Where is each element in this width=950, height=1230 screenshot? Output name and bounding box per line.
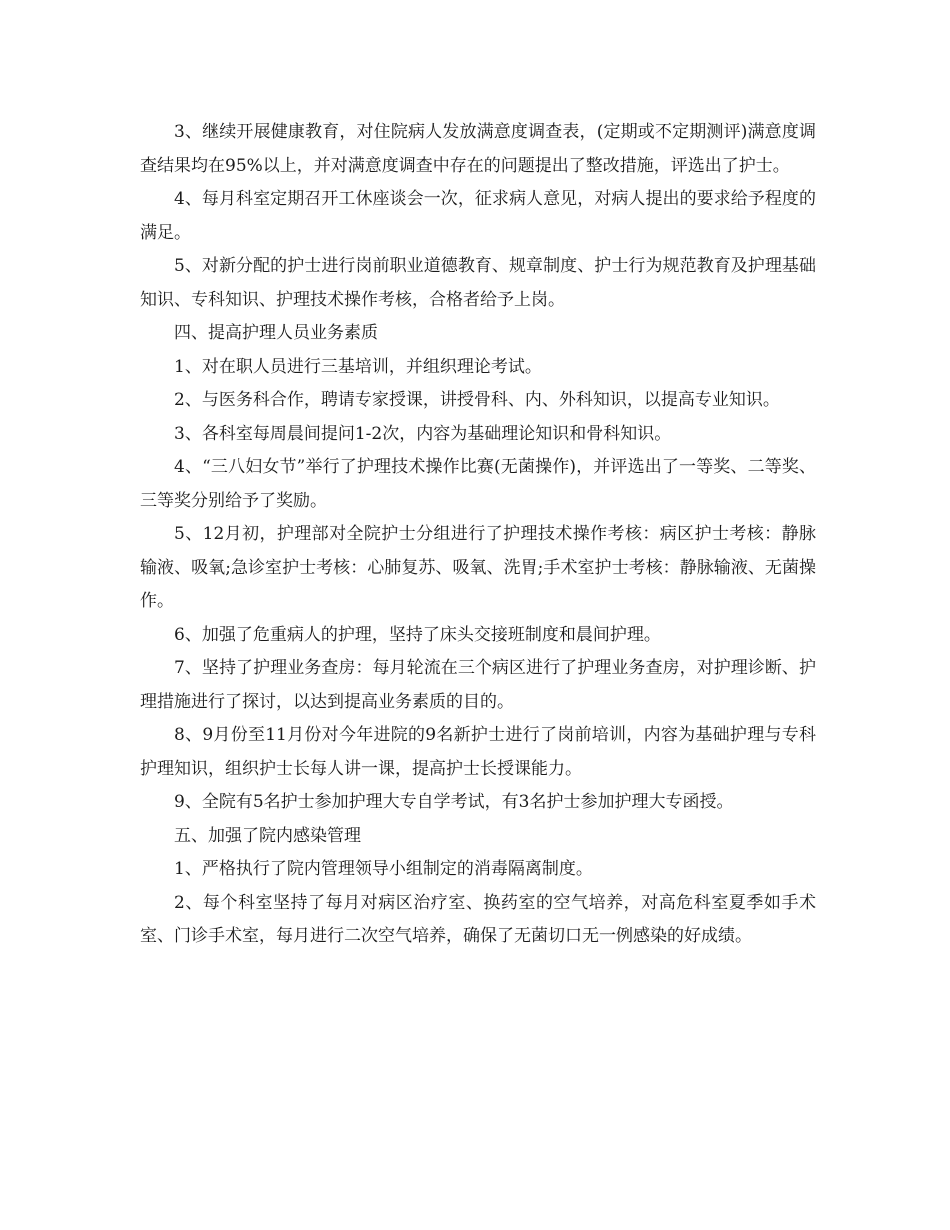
- paragraph-5-new-nurse-training: 5、对新分配的护士进行岗前职业道德教育、规章制度、护士行为规范教育及护理基础知识、专科知识、护理技术操作考核，合格者给予上岗。: [140, 256, 816, 310]
- paragraph-3-morning-questions: 3、各科室每周晨间提问1-2次，内容为基础理论知识和骨科知识。: [174, 423, 672, 444]
- section-heading-4: 四、提高护理人员业务素质: [174, 323, 378, 343]
- paragraph-1-disinfection: 1、严格执行了院内管理领导小组制定的消毒隔离制度。: [174, 859, 593, 879]
- paragraph-2-expert-lectures: 2、与医务科合作，聘请专家授课，讲授骨科、内、外科知识，以提高专业知识。: [174, 390, 780, 410]
- paragraph-1-three-basics: 1、对在职人员进行三基培训，并组织理论考试。: [174, 356, 542, 377]
- paragraph-5-skills-assessment: 5、12月初，护理部对全院护士分组进行了护理技术操作考核：病区护士考核：静脉输液、吸氧;急诊室护士考核：心肺复苏、吸氧、洗胃;手术室护士考核：静脉输液、无菌操作。: [140, 524, 816, 611]
- paragraph-7-ward-rounds: 7、坚持了护理业务查房：每月轮流在三个病区进行了护理业务查房，对护理诊断、护理措施进行了探讨，以达到提高业务素质的目的。: [140, 658, 816, 712]
- paragraph-8-pre-job-training: 8、9月份至11月份对今年进院的9名新护士进行了岗前培训，内容为基础护理与专科护理知识，组织护士长每人讲一课，提高护士长授课能力。: [140, 725, 816, 779]
- paragraph-4-skills-competition: 4、“三八妇女节”举行了护理技术操作比赛(无菌操作)，并评选出了一等奖、二等奖、三等奖分别给予了奖励。: [140, 457, 816, 511]
- paragraph-9-college-exams: 9、全院有5名护士参加护理大专自学考试，有3名护士参加护理大专函授。: [174, 792, 734, 812]
- paragraph-4-forum: 4、每月科室定期召开工休座谈会一次，征求病人意见，对病人提出的要求给予程度的满足。: [140, 189, 816, 243]
- paragraph-3-health-education: 3、继续开展健康教育，对住院病人发放满意度调查表，(定期或不定期测评)满意度调查结果均在95%以上，并对满意度调查中存在的问题提出了整改措施，评选出了护士。: [140, 122, 816, 176]
- paragraph-2-air-culture: 2、每个科室坚持了每月对病区治疗室、换药室的空气培养，对高危科室夏季如手术室、门诊手术室，每月进行二次空气培养，确保了无菌切口无一例感染的好成绩。: [140, 892, 816, 946]
- paragraph-6-critical-care: 6、加强了危重病人的护理，坚持了床头交接班制度和晨间护理。: [174, 624, 661, 645]
- section-heading-5: 五、加强了院内感染管理: [174, 825, 361, 846]
- document-body: [140, 116, 816, 954]
